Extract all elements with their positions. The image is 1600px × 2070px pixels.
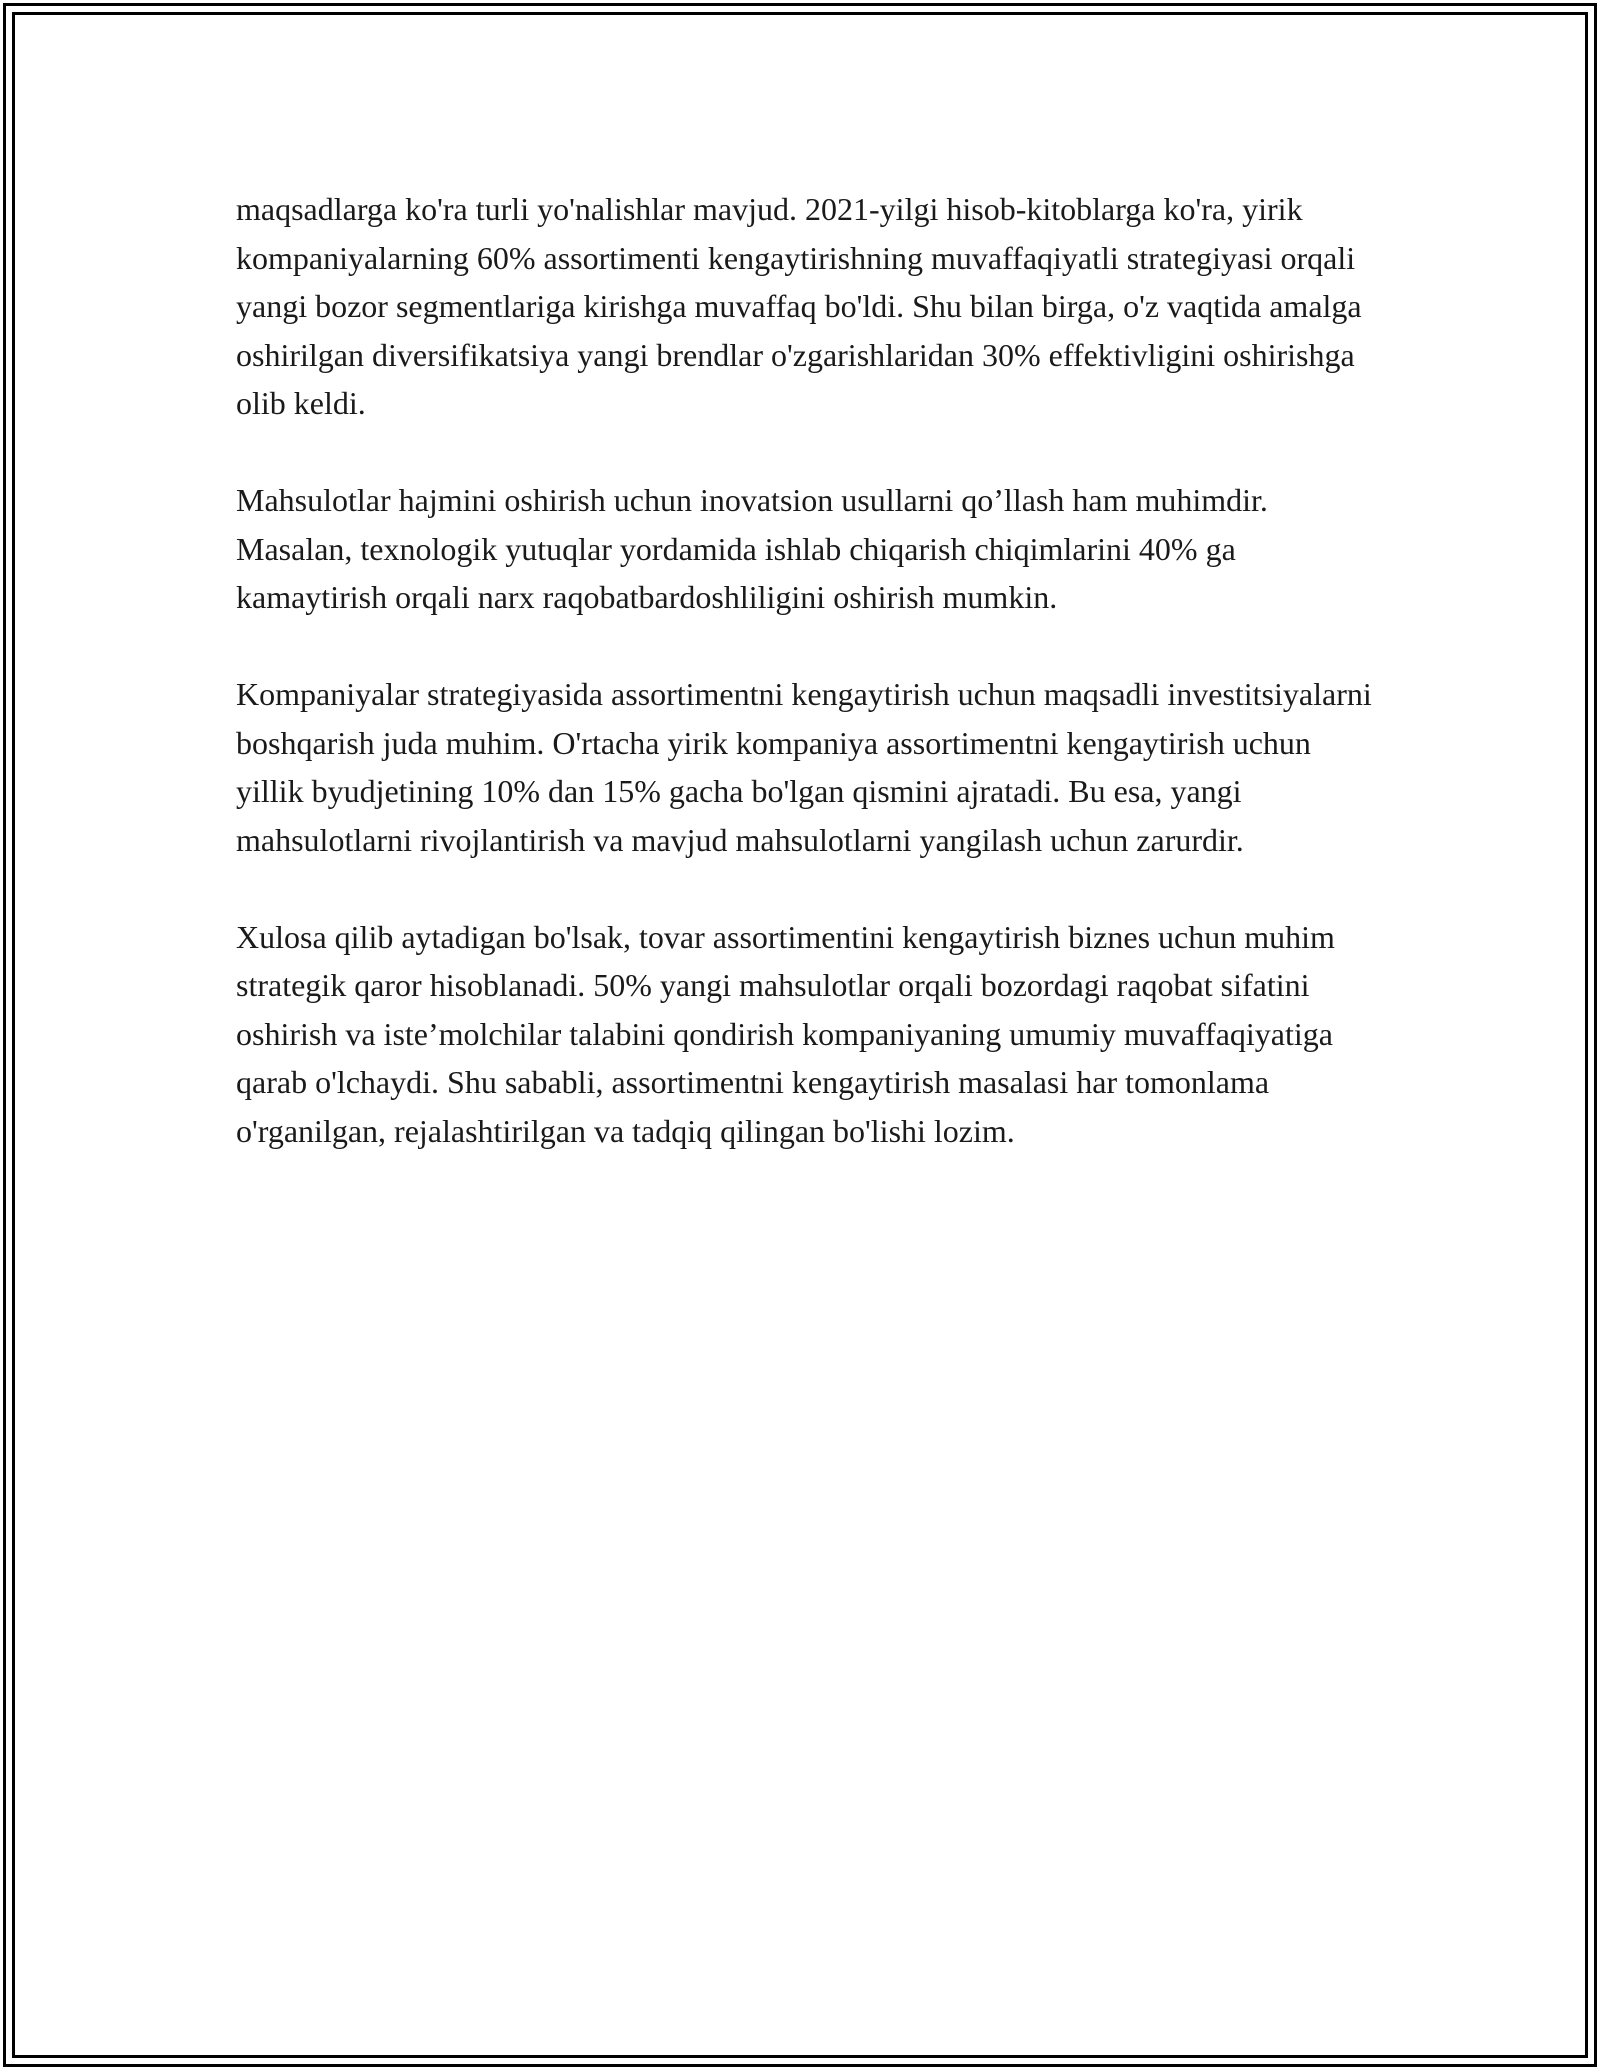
paragraph-1: maqsadlarga ko'ra turli yo'nalishlar mavjud. 2021-yilgi hisob-kitoblarga ko'ra, yirik kompaniyalarning 60% assortimenti kengaytirishning muvaffaqiyatli strategiyasi orqali yangi bozor segmentlariga kirishga muvaffaq bo'ldi. Shu bilan birga, o'z vaqtida amalga oshirilgan diversifikatsiya yangi brendlar o'zgarishlaridan 30% effektivligini oshirishga olib keldi. [236,191,1362,421]
document-body [236,185,1376,1204]
paragraph-4: Xulosa qilib aytadigan bo'lsak, tovar assortimentini kengaytirish biznes uchun muhim strategik qaror hisoblanadi. 50% yangi mahsulotlar orqali bozordagi raqobat sifatini oshirish va iste’molchilar talabini qondirish kompaniyaning umumiy muvaffaqiyatiga qarab o'lchaydi. Shu sababli, assortimentni kengaytirish masalasi har tomonlama o'rganilgan, rejalashtirilgan va tadqiq qilingan bo'lishi lozim. [236,918,1335,1149]
paragraph-3: Kompaniyalar strategiyasida assortimentni kengaytirish uchun maqsadli investitsiyalarni boshqarish juda muhim. O'rtacha yirik kompaniya assortimentni kengaytirish uchun yillik byudjetining 10% dan 15% gacha bo'lgan qismini ajratadi. Bu esa, yangi mahsulotlarni rivojlantirish va mavjud mahsulotlarni yangilash uchun zarurdir. [236,676,1372,858]
paragraph-2: Mahsulotlar hajmini oshirish uchun inovatsion usullarni qo’llash ham muhimdir. Masalan, texnologik yutuqlar yordamida ishlab chiqarish chiqimlarini 40% ga kamaytirish orqali narx raqobatbardoshliligini oshirish mumkin. [236,482,1268,615]
